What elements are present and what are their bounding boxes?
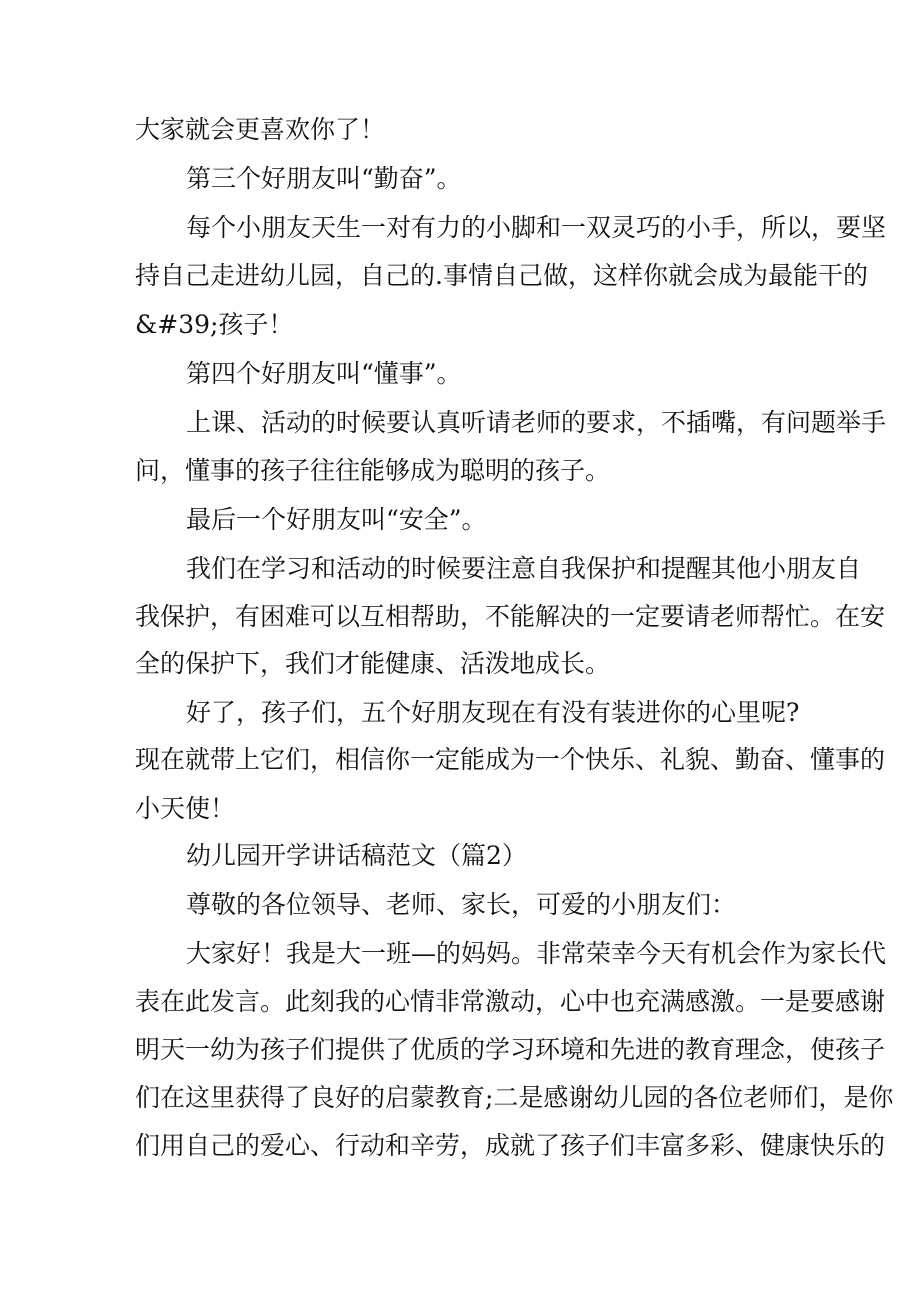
text-line: 大家就会更喜欢你了！: [135, 115, 386, 144]
text-line: 每个小朋友天生一对有力的小脚和一双灵巧的小手，所以，要坚: [186, 213, 887, 242]
section-heading: 幼儿园开学讲话稿范文（篇2）: [186, 841, 527, 870]
text-line: 尊敬的各位领导、老师、家长，可爱的小朋友们：: [186, 890, 737, 919]
text-line: 表在此发言。此刻我的心情非常激动，心中也充满感激。一是要感谢: [135, 987, 886, 1016]
text-line: 问，懂事的孩子往往能够成为聪明的孩子。: [135, 456, 611, 485]
text-line: 们用自己的爱心、行动和辛劳，成就了孩子们丰富多彩、健康快乐的: [135, 1131, 886, 1160]
text-line: 大家好！我是大一班—的妈妈。非常荣幸今天有机会作为家长代: [186, 939, 887, 968]
text-line: 最后一个好朋友叫“安全”。: [186, 505, 487, 534]
text-line: 持自己走进幼儿园，自己的.事情自己做，这样你就会成为最能干的: [135, 261, 868, 290]
text-line: &#39;孩子！: [135, 310, 294, 339]
text-line: 我们在学习和活动的时候要注意自我保护和提醒其他小朋友自: [186, 554, 862, 583]
text-line: 小天使！: [135, 794, 236, 823]
text-line: 全的保护下，我们才能健康、活泼地成长。: [135, 649, 611, 678]
text-line: 现在就带上它们，相信你一定能成为一个快乐、礼貌、勤奋、懂事的: [135, 745, 886, 774]
text-line: 第三个好朋友叫“勤奋”。: [186, 164, 462, 193]
text-line: 明天一幼为孩子们提供了优质的学习环境和先进的教育理念，使孩子: [135, 1035, 886, 1064]
text-line: 第四个好朋友叫“懂事”。: [186, 359, 462, 388]
text-line: 们在这里获得了良好的启蒙教育;二是感谢幼儿园的各位老师们，是你: [135, 1083, 894, 1112]
text-line: 我保护，有困难可以互相帮助，不能解决的一定要请老师帮忙。在安: [135, 602, 886, 631]
text-line: 上课、活动的时候要认真听请老师的要求，不插嘴，有问题举手: [186, 408, 887, 437]
text-line: 好了，孩子们，五个好朋友现在有没有装进你的心里呢?: [186, 698, 800, 727]
